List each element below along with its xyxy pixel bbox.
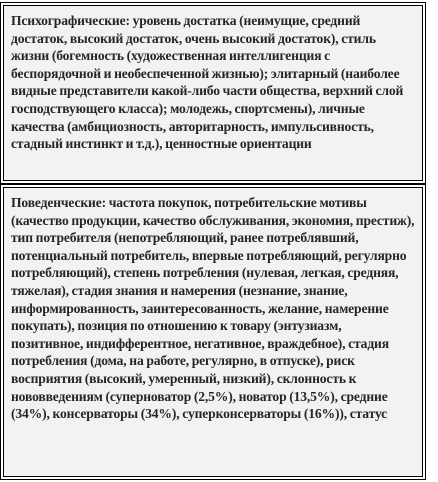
behavioral-segmentation-box <box>3 187 423 477</box>
psychographic-text: Психографические: уровень достатка (неимущие, средний достаток, высокий достаток, очень высокий достаток), стиль жизни (богемность (художественная интеллигенция с беспорядочной и необеспеченной жизнью); элитарный (наиболее видные представители какой-либо части общества, верхний слой господствующего класса); молодежь, спортсмены), личные качества (амбициозность, авторитарность, импульсивность, стадный инстинкт и т.д.), ценностные ориентации <box>11 13 404 152</box>
psychographic-segmentation-box <box>3 5 423 181</box>
behavioral-text: Поведенческие: частота покупок, потребительские мотивы (качество продукции, качество обслуживания, экономия, престиж), тип потребителя (непотребляющий, ранее потреблявший, потенциальный потребитель, впервые потребляющий, регулярно потребляющий), степень потребления (нулевая, легкая, средняя, тяжелая), стадия знания и намерения (незнание, знание, информированность, заинтересованность, желание, намерение покупать), позиция по отношению к товару (энтузиазм, позитивное, индифферентное, негативное, враждебное), стадия потребления (дома, на работе, регулярно, в отпуске), риск восприятия (высокий, умеренный, низкий), склонность к нововведениям (суперноватор (2,5%), новатор (13,5%), средние (34%), консерваторы (34%), суперконсерваторы (16%)), статус <box>11 195 415 422</box>
